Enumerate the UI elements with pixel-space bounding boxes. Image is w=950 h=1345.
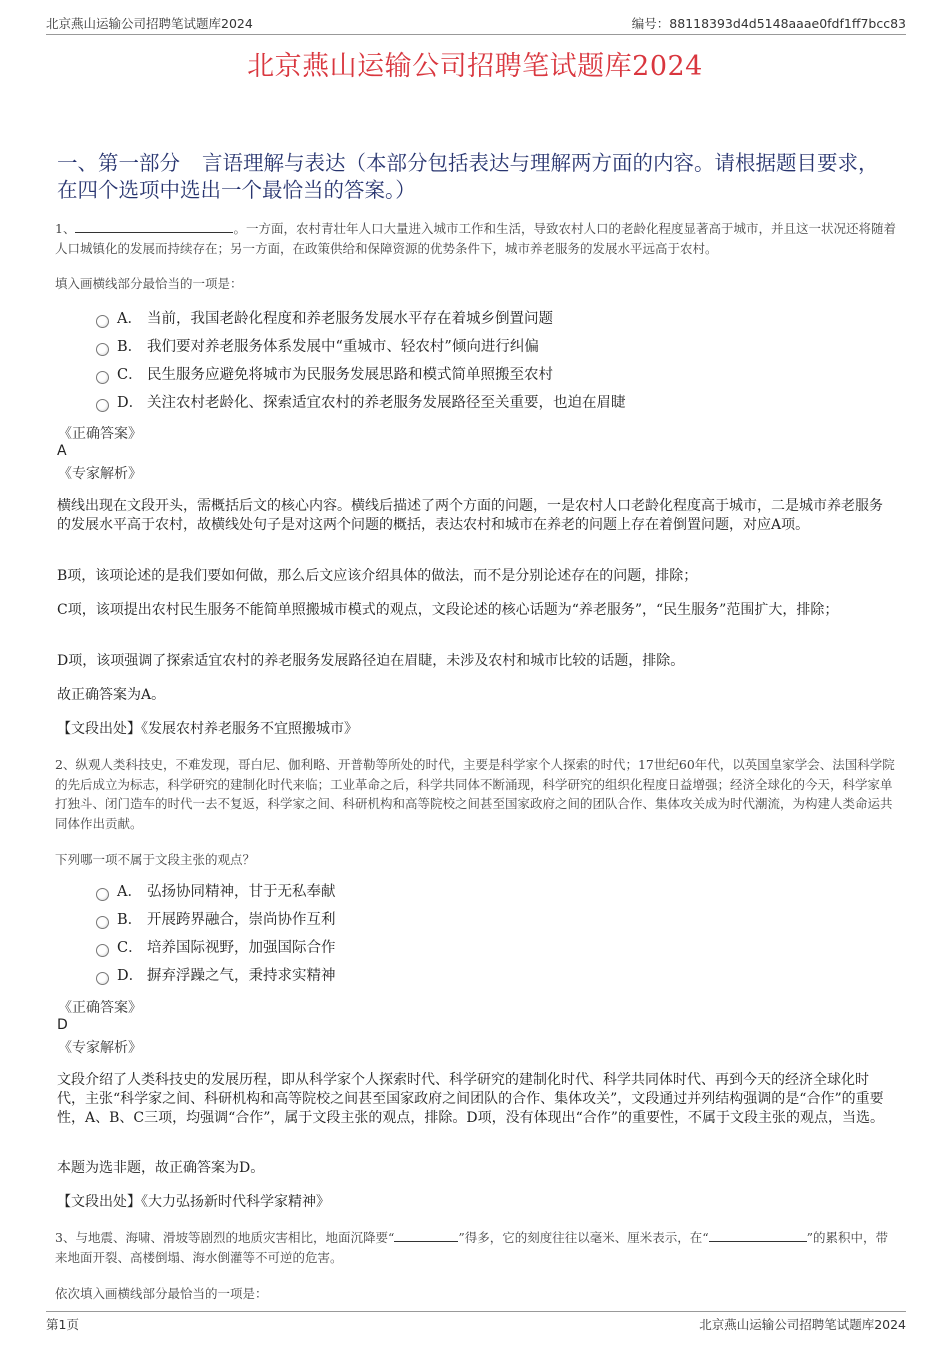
section-text: 言语理解与表达（本部分包括表达与理解两方面的内容。请根据题目要求，在四个选项中选出一个最恰当的答案。）: [57, 151, 879, 202]
q2-source: 【文段出处】《大力弘扬新时代科学家精神》: [57, 1194, 330, 1210]
radio-icon[interactable]: [96, 888, 109, 901]
option-letter: A．: [117, 884, 142, 900]
radio-icon[interactable]: [96, 399, 109, 412]
question-text: ”得多，它的刻度往往以毫米、厘米表示，在“: [458, 1230, 709, 1245]
q2-option-c[interactable]: [96, 938, 336, 958]
radio-icon[interactable]: [96, 315, 109, 328]
option-letter: D．: [117, 395, 144, 411]
header-doc-id: 编号：88118393d4d5148aaae0fdf1ff7bcc83: [631, 16, 906, 31]
q1-answer: A: [57, 443, 67, 459]
option-text: 关注农村老龄化、探索适宜农村的养老服务发展路径至关重要，也迫在眉睫: [147, 395, 626, 411]
q2-conclusion: 本题为选非题，故正确答案为D。: [57, 1160, 265, 1176]
q1-option-b[interactable]: [96, 337, 539, 357]
radio-icon[interactable]: [96, 916, 109, 929]
q2-option-d[interactable]: [96, 966, 336, 986]
question-text: ”的累积中，带来地面开裂、高楼倒塌、海水倒灌等不可逆的危害。: [55, 1230, 889, 1265]
section-part: 一、第一部分: [57, 151, 180, 175]
option-text: 民生服务应避免将城市为民服务发展思路和模式简单照搬至农村: [147, 367, 553, 383]
option-text: 当前，我国老龄化程度和养老服务发展水平存在着城乡倒置问题: [147, 311, 553, 327]
option-letter: C．: [117, 367, 143, 383]
question-1-prompt: 填入画横线部分最恰当的一项是：: [55, 276, 243, 291]
option-text: 开展跨界融合，崇尚协作互利: [147, 912, 336, 928]
q2-analysis-label: 《专家解析》: [58, 1040, 142, 1056]
q1-analysis-label: 《专家解析》: [58, 466, 142, 482]
q1-option-c[interactable]: [96, 365, 553, 385]
page-number: 第1页: [46, 1317, 79, 1332]
page-footer: [46, 1311, 906, 1335]
radio-icon[interactable]: [96, 371, 109, 384]
radio-icon[interactable]: [96, 343, 109, 356]
q1-analysis-main: 横线出现在文段开头，需概括后文的核心内容。横线后描述了两个方面的问题，一是农村人口老龄化程度高于城市，二是城市养老服务的发展水平高于农村，故横线处句子是对这两个问题的概括，表达农村和城市在养老的问题上存在着倒置问题，对应A项。: [57, 498, 883, 533]
header-doc-title: 北京燕山运输公司招聘笔试题库2024: [46, 16, 253, 31]
q1-analysis-c: C项，该项提出农村民生服务不能简单照搬城市模式的观点，文段论述的核心话题为“养老服务”，“民生服务”范围扩大，排除；: [57, 602, 839, 618]
q1-analysis-d: D项，该项强调了探索适宜农村的养老服务发展路径迫在眉睫，未涉及农村和城市比较的话题，排除。: [57, 653, 685, 669]
q1-conclusion: 故正确答案为A。: [57, 687, 166, 703]
option-letter: D．: [117, 968, 144, 984]
option-letter: B．: [117, 912, 143, 928]
q1-source: 【文段出处】《发展农村养老服务不宜照搬城市》: [57, 721, 358, 737]
question-2-stem: 2、纵观人类科技史，不难发现，哥白尼、伽利略、开普勒等所处的时代，主要是科学家个人探索的时代；17世纪60年代，以英国皇家学会、法国科学院的先后成立为标志，科学研究的建制化时代来临；工业革命之后，科学共同体不断涌现，科学研究的组织化程度日益增强；经济全球化的今天，科学家单打独斗、闭门造车的时代一去不复返，科学家之间、科研机构和高等院校之间甚至国家政府之间的团队合作、集体攻关成为时代潮流，为构建人类命运共同体作出贡献。: [55, 757, 895, 831]
question-number: 1、: [55, 221, 76, 236]
q2-option-a[interactable]: [96, 882, 336, 902]
radio-icon[interactable]: [96, 972, 109, 985]
radio-icon[interactable]: [96, 944, 109, 957]
q2-answer-label: 《正确答案》: [58, 1000, 142, 1016]
page-header: [46, 14, 906, 35]
question-1-stem: [55, 219, 897, 258]
q1-option-a[interactable]: [96, 309, 553, 329]
q2-answer: D: [57, 1017, 68, 1033]
footer-doc-title: 北京燕山运输公司招聘笔试题库2024: [699, 1317, 906, 1332]
q2-option-b[interactable]: [96, 910, 336, 930]
option-text: 摒弃浮躁之气，秉持求实精神: [147, 968, 336, 984]
question-text: 3、与地震、海啸、滑坡等剧烈的地质灾害相比，地面沉降要“: [55, 1230, 395, 1245]
option-text: 我们要对养老服务体系发展中“重城市、轻农村”倾向进行纠偏: [147, 339, 539, 355]
fill-blank: [394, 1229, 458, 1242]
section-heading: [57, 150, 897, 204]
question-2-prompt: 下列哪一项不属于文段主张的观点？: [55, 852, 256, 867]
option-letter: A．: [117, 311, 142, 327]
q2-analysis-main: 文段介绍了人类科技史的发展历程，即从科学家个人探索时代、科学研究的建制化时代、科学共同体时代、再到今天的经济全球化时代，主张“科学家之间、科研机构和高等院校之间甚至国家政府之间团队的合作、集体攻关”，文段通过并列结构强调的是“合作”的重要性，A、B、C三项，均强调“合作”，属于文段主张的观点，排除。D项，没有体现出“合作”的重要性，不属于文段主张的观点，当选。: [57, 1072, 884, 1126]
fill-blank: [709, 1229, 807, 1242]
option-letter: C．: [117, 940, 143, 956]
q1-option-d[interactable]: [96, 393, 626, 413]
fill-blank: [75, 220, 233, 233]
option-text: 弘扬协同精神，甘于无私奉献: [147, 884, 336, 900]
question-text: 。一方面，农村青壮年人口大量进入城市工作和生活，导致农村人口的老龄化程度显著高于城市，并且这一状况还将随着人口城镇化的发展而持续存在；另一方面，在政策供给和保障资源的优势条件下，城市养老服务的发展水平远高于农村。: [55, 221, 896, 256]
question-3-prompt: 依次填入画横线部分最恰当的一项是：: [55, 1286, 268, 1301]
option-letter: B．: [117, 339, 143, 355]
page-title: 北京燕山运输公司招聘笔试题库2024: [247, 51, 703, 82]
option-text: 培养国际视野，加强国际合作: [147, 940, 336, 956]
question-3-stem: [55, 1228, 897, 1267]
q1-analysis-b: B项，该项论述的是我们要如何做，那么后文应该介绍具体的做法，而不是分别论述存在的问题，排除；: [57, 568, 698, 584]
q1-answer-label: 《正确答案》: [58, 426, 142, 442]
